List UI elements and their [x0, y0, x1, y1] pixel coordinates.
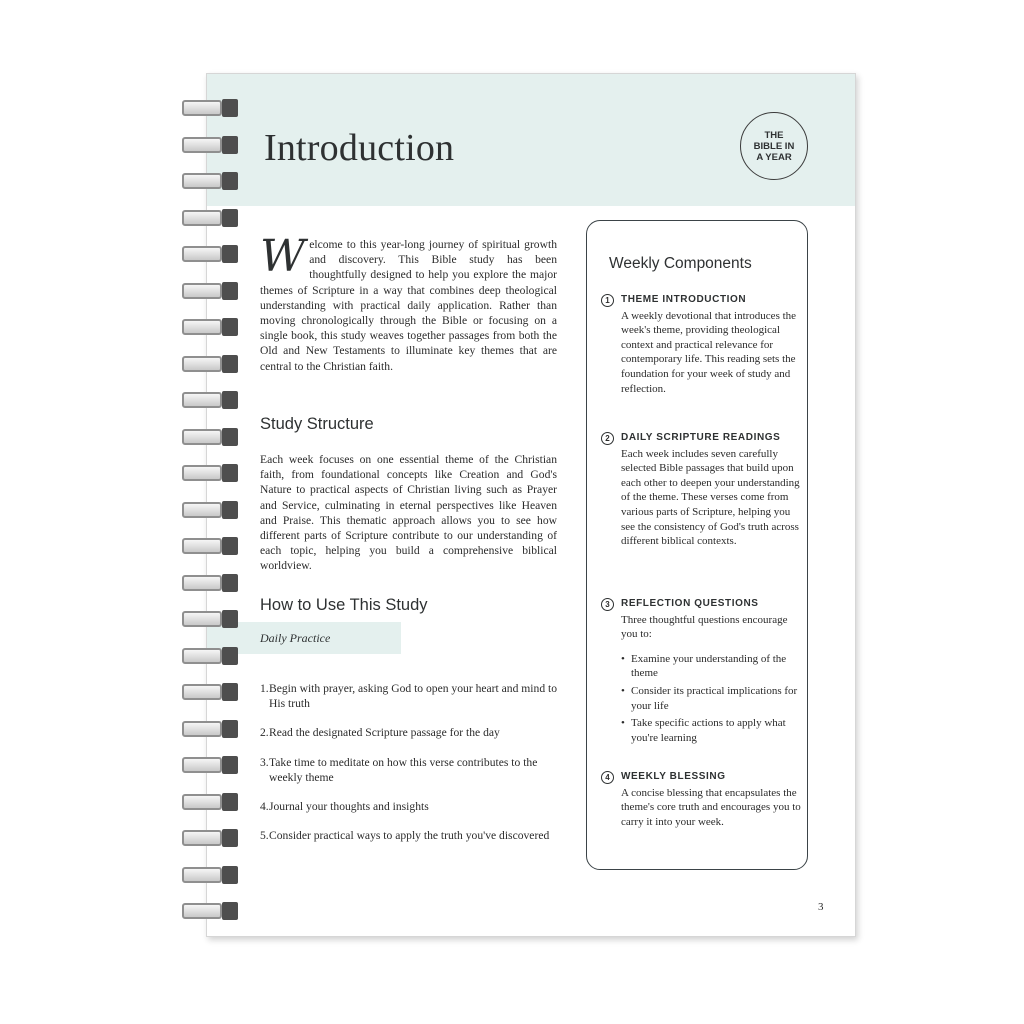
daily-practice-label: Daily Practice [260, 631, 331, 645]
component-label: WEEKLY BLESSING [621, 771, 726, 782]
number-circle-icon: 3 [601, 598, 614, 611]
spiral-coil [182, 791, 240, 813]
step-text: Read the designated Scripture passage for the day [269, 726, 500, 740]
spiral-coil [182, 462, 240, 484]
spiral-coil [182, 207, 240, 229]
spiral-coil [182, 316, 240, 338]
step-number: 5. [260, 829, 269, 843]
study-structure-text: Each week focuses on one essential theme of the Christian faith, from foundational concepts like Creation and God's Nature to practical aspects of Christian living such as Prayer and Service, culminating in eternal perspectives like Heaven and Praise. This thematic approach allows you to see how different parts of Scripture contribute to our understanding of each topic, helping you build a comprehensive biblical worldview. [260, 453, 557, 573]
component-label: DAILY SCRIPTURE READINGS [621, 432, 781, 443]
page-number: 3 [818, 901, 824, 913]
bible-in-a-year-badge [740, 112, 808, 180]
number-circle-icon: 2 [601, 432, 614, 445]
step-text: Consider practical ways to apply the truth you've discovered [269, 829, 550, 843]
spiral-coil [182, 827, 240, 849]
spiral-coil [182, 900, 240, 922]
spiral-coil [182, 754, 240, 776]
component-text: A concise blessing that encapsulates the theme's core truth and encourages you to carry it into your week. [621, 786, 801, 828]
weekly-components-title: Weekly Components [609, 255, 752, 272]
component-label: REFLECTION QUESTIONS [621, 598, 759, 609]
component-text: Each week includes seven carefully selected Bible passages that build upon each other to deepen your understanding of the theme. These verses come from various parts of Scripture, helping you see the consistency of God's truth across different biblical contexts. [621, 447, 800, 548]
header-band [207, 74, 855, 206]
spiral-coil [182, 280, 240, 302]
spiral-coil [182, 243, 240, 265]
spiral-coil [182, 389, 240, 411]
component-theme-introduction [601, 293, 801, 396]
step-number: 2. [260, 726, 269, 740]
spiral-coil [182, 97, 240, 119]
daily-steps-list [260, 681, 560, 843]
number-circle-icon: 1 [601, 294, 614, 307]
reflection-bullets [601, 652, 801, 746]
component-label: THEME INTRODUCTION [621, 294, 747, 305]
step-item [260, 725, 560, 740]
number-circle-icon: 4 [601, 771, 614, 784]
step-item [260, 799, 560, 814]
intro-paragraph [260, 231, 557, 374]
left-column [260, 231, 558, 843]
bullet-item: • Take specific actions to apply what you're learning [621, 716, 801, 745]
spiral-coil [182, 499, 240, 521]
study-structure-heading: Study Structure [260, 415, 374, 433]
step-number: 1. [260, 682, 269, 695]
spiral-coil [182, 645, 240, 667]
spiral-coil [182, 608, 240, 630]
spiral-coil [182, 718, 240, 740]
spiral-coil [182, 353, 240, 375]
book-page [206, 73, 856, 937]
badge-text: THE BIBLE IN A YEAR [753, 129, 795, 163]
component-weekly-blessing [601, 770, 801, 829]
intro-text: elcome to this year-long journey of spiritual growth and discovery. This Bible study has been thoughtfully designed to help you explore the major themes of Scripture in a way that combines deep theological understanding with practical daily application. Rather than moving chronologically through the Bible or focusing on a single book, this study weaves together passages from both the Old and New Testaments to illuminate key themes that are central to the Christian faith. [260, 238, 557, 373]
step-text: Journal your thoughts and insights [269, 800, 429, 814]
weekly-components-box [586, 220, 808, 870]
component-daily-scripture [601, 431, 801, 549]
spiral-coil [182, 426, 240, 448]
step-text: Take time to meditate on how this verse contributes to the weekly theme [269, 755, 538, 784]
spiral-coil [182, 681, 240, 703]
component-reflection-questions [601, 597, 801, 748]
page-title: Introduction [264, 127, 455, 169]
component-text: A weekly devotional that introduces the week's theme, providing theological context and practical relevance for contemporary life. This reading sets the foundation for your week of study and reflection. [621, 309, 797, 395]
step-item [260, 681, 560, 711]
spiral-coil [182, 134, 240, 156]
bullet-item: • Examine your understanding of the theme [621, 652, 801, 681]
spiral-coil [182, 535, 240, 557]
step-number: 4. [260, 800, 269, 814]
step-item [260, 755, 560, 785]
step-item [260, 828, 560, 843]
bullet-item: • Consider its practical implications for your life [621, 684, 801, 713]
how-to-use-heading: How to Use This Study [260, 596, 428, 614]
component-text: Three thoughtful questions encourage you to: [621, 613, 788, 641]
step-number: 3. [260, 755, 269, 769]
spiral-coil [182, 864, 240, 886]
drop-cap: W [260, 231, 306, 282]
spiral-coil [182, 572, 240, 594]
spiral-coil [182, 170, 240, 192]
step-text: Begin with prayer, asking God to open your heart and mind to His truth [269, 682, 558, 711]
